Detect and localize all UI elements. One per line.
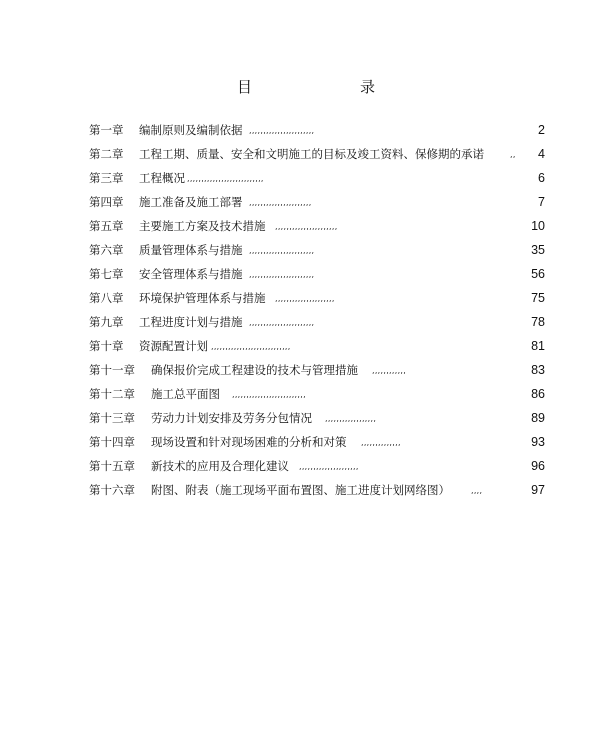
dot-leader: ,,,,,,,,,,,,,,,,,,,,,	[275, 294, 335, 303]
toc-entry-chapter-13[interactable]	[89, 408, 545, 432]
chapter-title: 工程工期、质量、安全和文明施工的目标及竣工资料、保修期的承诺	[139, 147, 484, 161]
chapter-title: 编制原则及编制依据	[139, 123, 243, 137]
chapter-number: 第八章	[89, 291, 124, 305]
dot-leader: ,,,,,,,,,,,,,,,,,,,,,,	[249, 198, 312, 207]
dot-leader: ,,,,,,,,,,,,,,,,,,,,,	[299, 462, 359, 471]
toc-entry-chapter-8[interactable]	[89, 288, 545, 312]
chapter-number: 第三章	[89, 171, 124, 185]
toc-entry-chapter-11[interactable]	[89, 360, 545, 384]
page-title: 目 录	[236, 78, 401, 96]
chapter-number: 第一章	[89, 123, 124, 137]
dot-leader: ,,,,,,,,,,,,,,,,,,,,,,,,,,	[232, 390, 306, 399]
chapter-title: 工程概况	[139, 171, 185, 185]
chapter-title: 安全管理体系与措施	[139, 267, 243, 281]
toc-entry-chapter-3[interactable]	[89, 168, 545, 192]
page-number: 78	[531, 315, 545, 329]
toc-entry-chapter-7[interactable]	[89, 264, 545, 288]
chapter-number: 第十五章	[89, 459, 135, 473]
chapter-number: 第五章	[89, 219, 124, 233]
chapter-title: 现场设置和针对现场困难的分析和对策	[151, 435, 347, 449]
chapter-title: 环境保护管理体系与措施	[139, 291, 266, 305]
chapter-title: 质量管理体系与措施	[139, 243, 243, 257]
page-number: 4	[538, 147, 545, 161]
dot-leader: ,,,,,,,,,,,,,,,,,,,,,,,,,,,	[187, 174, 264, 183]
chapter-title: 施工总平面图	[151, 387, 220, 401]
chapter-title: 确保报价完成工程建设的技术与管理措施	[151, 363, 358, 377]
toc-entry-chapter-16[interactable]	[89, 480, 545, 504]
toc-entry-chapter-15[interactable]	[89, 456, 545, 480]
toc-entry-chapter-10[interactable]	[89, 336, 545, 360]
chapter-number: 第六章	[89, 243, 124, 257]
table-of-contents	[89, 120, 545, 504]
chapter-title: 资源配置计划	[139, 339, 208, 353]
dot-leader: ,,,,	[471, 486, 483, 495]
page-number: 81	[531, 339, 545, 353]
dot-leader: ,,,,,,,,,,,,,,,,,,,,,,,,,,,,	[211, 342, 291, 351]
chapter-title: 新技术的应用及合理化建议	[151, 459, 289, 473]
chapter-number: 第二章	[89, 147, 124, 161]
chapter-number: 第十章	[89, 339, 124, 353]
dot-leader: ,,,,,,,,,,,,,,	[361, 438, 401, 447]
chapter-number: 第十四章	[89, 435, 135, 449]
chapter-number: 第十六章	[89, 483, 135, 497]
chapter-number: 第九章	[89, 315, 124, 329]
dot-leader: ,,,,,,,,,,,,	[372, 366, 407, 375]
toc-entry-chapter-2[interactable]	[89, 144, 545, 168]
page-number: 6	[538, 171, 545, 185]
toc-entry-chapter-1[interactable]	[89, 120, 545, 144]
page-number: 89	[531, 411, 545, 425]
dot-leader: ,,,,,,,,,,,,,,,,,,	[325, 414, 377, 423]
chapter-number: 第十三章	[89, 411, 135, 425]
page-number: 10	[531, 219, 545, 233]
chapter-title: 施工准备及施工部署	[139, 195, 243, 209]
page-number: 93	[531, 435, 545, 449]
dot-leader: ,,,,,,,,,,,,,,,,,,,,,,,	[249, 126, 315, 135]
page-number: 97	[531, 483, 545, 497]
page-number: 83	[531, 363, 545, 377]
page-number: 86	[531, 387, 545, 401]
toc-entry-chapter-9[interactable]	[89, 312, 545, 336]
page-number: 35	[531, 243, 545, 257]
page-number: 56	[531, 267, 545, 281]
chapter-number: 第四章	[89, 195, 124, 209]
dot-leader: ,,	[510, 150, 516, 159]
chapter-title: 工程进度计划与措施	[139, 315, 243, 329]
toc-entry-chapter-12[interactable]	[89, 384, 545, 408]
dot-leader: ,,,,,,,,,,,,,,,,,,,,,,,	[249, 318, 315, 327]
chapter-number: 第十一章	[89, 363, 135, 377]
toc-entry-chapter-14[interactable]	[89, 432, 545, 456]
toc-entry-chapter-4[interactable]	[89, 192, 545, 216]
chapter-title: 劳动力计划安排及劳务分包情况	[151, 411, 312, 425]
chapter-number: 第七章	[89, 267, 124, 281]
dot-leader: ,,,,,,,,,,,,,,,,,,,,,,,	[249, 270, 315, 279]
chapter-title: 附图、附表（施工现场平面布置图、施工进度计划网络图）	[151, 483, 450, 497]
toc-entry-chapter-6[interactable]	[89, 240, 545, 264]
dot-leader: ,,,,,,,,,,,,,,,,,,,,,,	[275, 222, 338, 231]
page-number: 75	[531, 291, 545, 305]
toc-entry-chapter-5[interactable]	[89, 216, 545, 240]
dot-leader: ,,,,,,,,,,,,,,,,,,,,,,,	[249, 246, 315, 255]
chapter-title: 主要施工方案及技术措施	[139, 219, 266, 233]
page-number: 96	[531, 459, 545, 473]
chapter-number: 第十二章	[89, 387, 135, 401]
page-number: 7	[538, 195, 545, 209]
page-number: 2	[538, 123, 545, 137]
